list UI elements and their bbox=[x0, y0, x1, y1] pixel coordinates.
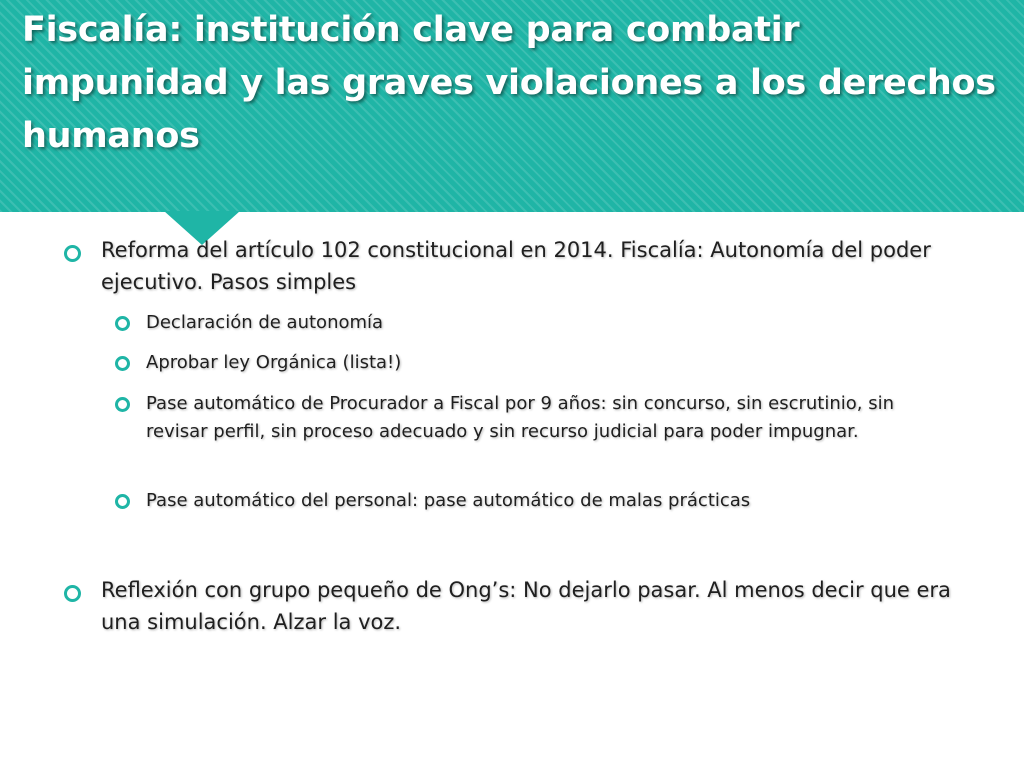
sub-bullet-item-2: Aprobar ley Orgánica (lista!) bbox=[146, 352, 402, 373]
sub-bullet-item-1: Declaración de autonomía bbox=[146, 312, 384, 333]
ring-bullet-icon bbox=[64, 585, 81, 602]
ring-bullet-icon bbox=[64, 245, 81, 262]
bullet-item-1: Reforma del artículo 102 constitucional en 2014. Fiscalía: Autonomía del poder ejecutivo. Pasos simples bbox=[101, 238, 931, 294]
ring-bullet-icon bbox=[115, 397, 130, 412]
ring-bullet-icon bbox=[115, 356, 130, 371]
sub-bullet-item-4: Pase automático del personal: pase automático de malas prácticas bbox=[146, 490, 751, 511]
slide-title: Fiscalía: institución clave para combatir impunidad y las graves violaciones a los derechos humanos bbox=[22, 10, 996, 156]
ring-bullet-icon bbox=[115, 494, 130, 509]
title-banner bbox=[0, 0, 1024, 212]
banner-notch bbox=[164, 211, 240, 245]
sub-bullet-item-3: Pase automático de Procurador a Fiscal por 9 años: sin concurso, sin escrutinio, sin revisar perfil, sin proceso adecuado y sin recurso judicial para poder impugnar. bbox=[146, 393, 895, 442]
ring-bullet-icon bbox=[115, 316, 130, 331]
bullet-item-2: Reflexión con grupo pequeño de Ong’s: No dejarlo pasar. Al menos decir que era una simulación. Alzar la voz. bbox=[101, 578, 951, 634]
